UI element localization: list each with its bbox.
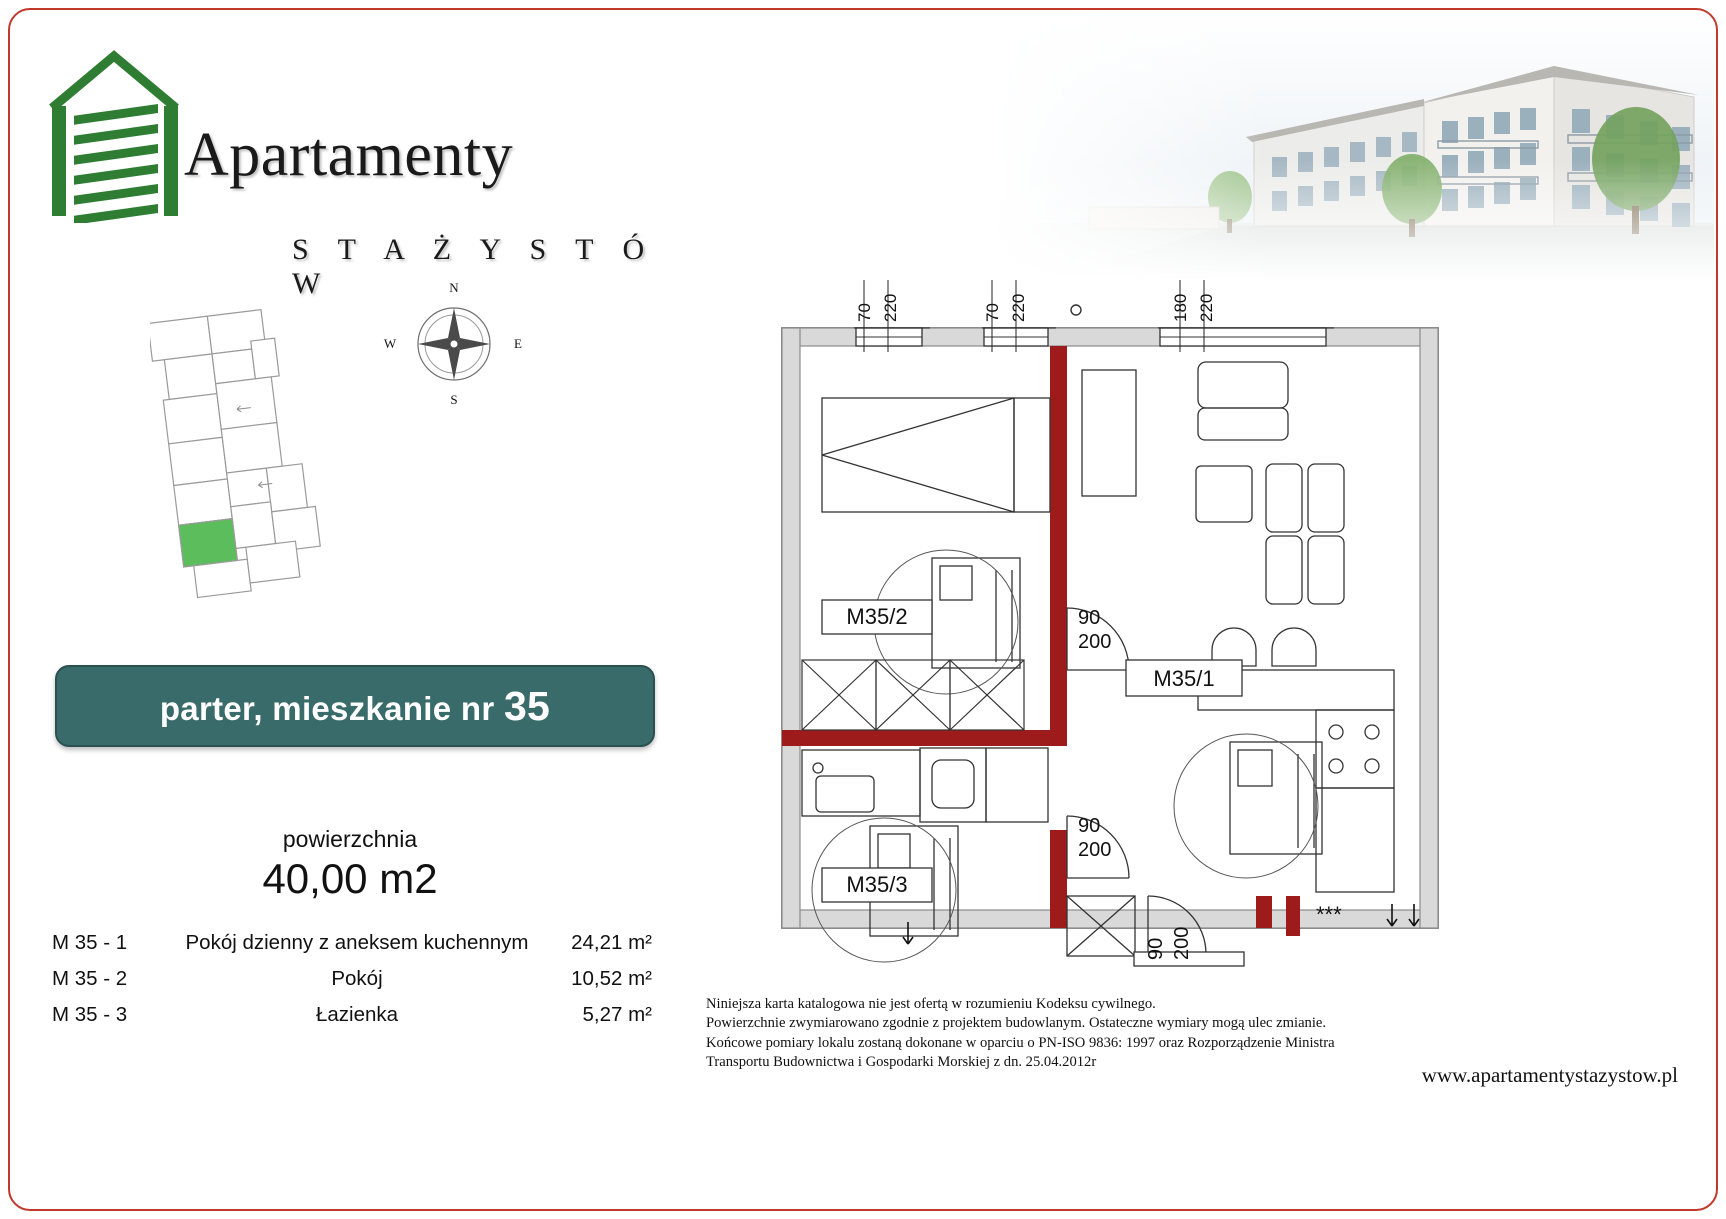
building-logo-icon — [44, 48, 184, 223]
room-tag-m35-1: M35/1 — [1153, 666, 1215, 691]
banner-prefix: parter, mieszkanie nr — [159, 689, 504, 727]
table-row — [52, 925, 652, 961]
disclaimer-line-3: Końcowe pomiary lokalu zostaną dokonane w oparciu o PN-ISO 9836: 1997 oraz Rozporządzenie Ministra — [706, 1034, 1335, 1051]
window-dim-w-3: 180 — [1171, 293, 1190, 322]
disclaimer-line-1: Niniejsza karta katalogowa nie jest ofertą w rozumieniu Kodeksu cywilnego. — [706, 996, 1156, 1012]
plan-marker-circle — [1071, 305, 1081, 315]
table-row — [52, 961, 652, 997]
room-code: M 35 - 2 — [52, 967, 128, 990]
door-dim-h-1: 200 — [1078, 631, 1112, 653]
room-code: M 35 - 3 — [52, 1003, 128, 1026]
area-label: powierzchnia — [282, 826, 418, 852]
room-code: M 35 - 1 — [52, 931, 128, 954]
room-area: 10,52 m² — [571, 967, 652, 990]
plan-marker-asterisks: *** — [1316, 902, 1342, 927]
room-name: Pokój dzienny z aneksem kuchennym — [185, 931, 529, 954]
website-url[interactable]: www.apartamentystazystow.pl — [1421, 1063, 1678, 1087]
room-name: Pokój — [331, 967, 383, 990]
brand-subtitle: S T A Ż Y S T Ó W — [292, 233, 656, 300]
compass-n: N — [449, 280, 459, 295]
disclaimer-text — [706, 995, 1506, 1073]
apartment-banner-label — [160, 683, 550, 730]
door-dim-w-2: 90 — [1078, 815, 1101, 837]
door-dim-h-2: 200 — [1078, 839, 1112, 861]
building-photo — [994, 11, 1714, 281]
window-dim-w-2: 70 — [983, 303, 1002, 322]
compass-e: E — [514, 336, 522, 351]
window-dim-h-2: 220 — [1009, 293, 1028, 322]
key-plan — [150, 300, 350, 600]
door-dim-w-1: 90 — [1078, 607, 1101, 629]
apartment-banner — [55, 665, 655, 747]
brand-logo — [44, 48, 684, 300]
disclaimer-line-4: Transportu Budownictwa i Gospodarki Morskiej z dn. 25.04.2012r — [706, 1054, 1097, 1071]
window-dim-w-1: 70 — [855, 303, 874, 322]
room-tag-m35-3: M35/3 — [846, 872, 908, 897]
area-value: 40,00 m2 — [262, 855, 438, 902]
window-dim-h-1: 220 — [881, 293, 900, 322]
brand-name: Apartamenty — [184, 121, 514, 189]
window-dim-h-3: 220 — [1197, 293, 1216, 322]
room-tag-m35-2: M35/2 — [846, 604, 908, 629]
door-dim-h-3: 200 — [1171, 926, 1193, 960]
room-name: Łazienka — [315, 1003, 399, 1026]
compass-s: S — [450, 392, 458, 407]
room-area: 24,21 m² — [571, 931, 652, 954]
compass-rose — [382, 278, 527, 408]
door-dim-w-3: 90 — [1145, 937, 1167, 960]
disclaimer-line-2: Powierzchnie zwymiarowano zgodnie z projektem budowlanym. Ostateczne wymiary mogą ulec zmianie. — [706, 1015, 1327, 1032]
table-row — [52, 997, 652, 1033]
floor-plan — [760, 270, 1480, 990]
room-table — [52, 925, 652, 1033]
room-area: 5,27 m² — [582, 1003, 652, 1026]
banner-number: 35 — [503, 682, 551, 729]
compass-w: W — [383, 336, 397, 351]
